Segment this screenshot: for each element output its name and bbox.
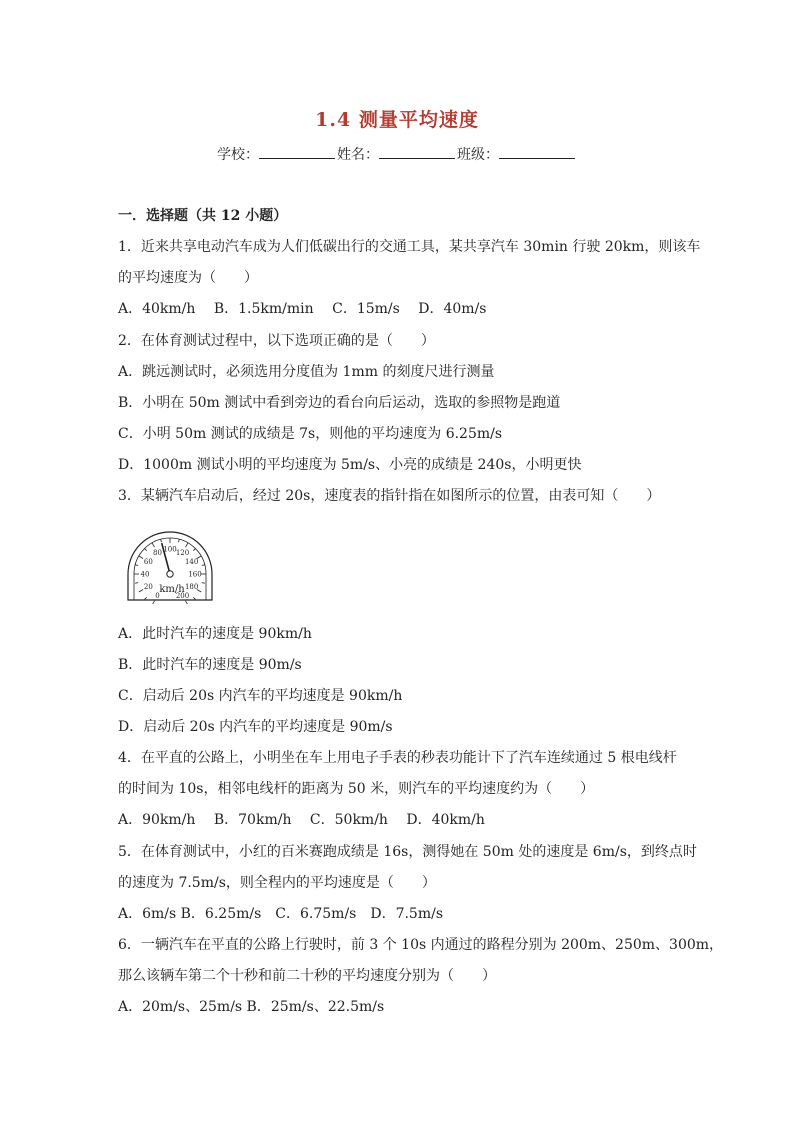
school-blank[interactable] [259,144,335,159]
speedometer-tick-label: 120 [175,548,190,557]
name-label: 姓名： [337,147,379,163]
speedometer-tick-label: 100 [163,545,177,554]
speedometer-tick [152,601,155,604]
speedometer-tick [135,565,138,566]
class-blank[interactable] [499,144,575,159]
speedometer-tick [186,601,189,604]
speedometer-tick [145,549,147,551]
question-4-line-2: 的时间为 10s，相邻电线杆的距离为 50 米，则汽车的平均速度约为（ ） [118,781,595,797]
class-label: 班级： [457,147,499,163]
school-label: 学校： [217,147,259,163]
question-1-line-2: 的平均速度为（ ） [118,270,258,286]
question-2-stem: 2．在体育测试过程中，以下选项正确的是（ ） [118,333,435,349]
question-2-option-c: C．小明 50m 测试的成绩是 7s，则他的平均速度为 6.25m/s [118,426,503,442]
question-3-option-c: C．启动后 20s 内汽车的平均速度是 90km/h [118,688,403,704]
speedometer-tick-label: 80 [153,548,162,557]
speedometer-tick [193,549,195,551]
speedometer-tick [202,583,205,584]
speedometer-tick-label: 180 [184,583,199,591]
speedometer-tick [186,543,189,547]
speedometer-tick-label: 60 [143,558,153,566]
question-2-option-d: D．1000m 测试小明的平均速度为 5m/s、小亮的成绩是 240s，小明更快 [118,457,582,473]
question-1-options: A．40km/h B．1.5km/min C．15m/s D．40m/s [118,301,487,317]
student-info-fields [0,144,794,164]
speedometer-tick-label: 0 [155,592,160,601]
page-title: 1.4 测量平均速度 [315,109,479,131]
name-blank[interactable] [379,144,455,159]
speedometer-tick [161,539,162,542]
question-6-line-2: 那么该辆车第二个十秒和前二十秒的平均速度分别为（ ） [118,968,496,984]
question-6-options: A．20m/s、25m/s B．25m/s、22.5m/s [118,999,385,1015]
speedometer-unit: km/h [159,584,185,595]
speedometer-tick-label: 40 [140,570,150,579]
speedometer-tick [152,543,155,547]
question-5-line-1: 5．在体育测试中，小红的百米赛跑成绩是 16s，测得她在 50m 处的速度是 6m/s，到终点时 [118,844,697,860]
question-3-stem: 3．某辆汽车启动后，经过 20s，速度表的指针指在如图所示的位置，由表可知（ ） [118,488,661,504]
speedometer-tick-label: 140 [184,558,199,566]
speedometer-tick [139,556,143,559]
question-5-options: A．6m/s B．6.25m/s C．6.75m/s D．7.5m/s [118,906,444,922]
question-1-line-1: 1．近来共享电动汽车成为人们低碳出行的交通工具，某共享汽车 30min 行驶 20km，则该车 [118,239,701,255]
speedometer-tick [145,597,147,599]
speedometer-tick-label: 200 [175,592,190,601]
question-2-option-a: A．跳远测试时，必须选用分度值为 1mm 的刻度尺进行测量 [118,364,495,380]
speedometer-tick-label: 160 [188,570,202,579]
question-4-line-1: 4．在平直的公路上，小明坐在车上用电子手表的秒表功能计下了汽车连续通过 5 根电线杆 [118,750,677,766]
speedometer-tick-label: 20 [143,583,153,591]
question-3-option-d: D．启动后 20s 内汽车的平均速度是 90m/s [118,719,393,735]
question-6-line-1: 6．一辆汽车在平直的公路上行驶时，前 3 个 10s 内通过的路程分别为 200m、250m、300m， [118,937,724,953]
question-3-option-a: A．此时汽车的速度是 90km/h [118,626,312,642]
question-3-option-b: B．此时汽车的速度是 90m/s [118,657,302,673]
speedometer-tick [139,590,143,593]
speedometer-tick [202,565,205,566]
question-4-options: A．90km/h B．70km/h C．50km/h D．40km/h [118,812,485,828]
speedometer-tick [135,583,138,584]
speedometer-figure [122,522,218,604]
question-5-line-2: 的速度为 7.5m/s，则全程内的平均速度是（ ） [118,875,436,891]
speedometer-tick [179,539,180,542]
question-2-option-b: B．小明在 50m 测试中看到旁边的看台向后运动，选取的参照物是跑道 [118,395,561,411]
speedometer-tick [193,597,195,599]
section-heading: 一．选择题（共 12 小题） [118,208,288,224]
